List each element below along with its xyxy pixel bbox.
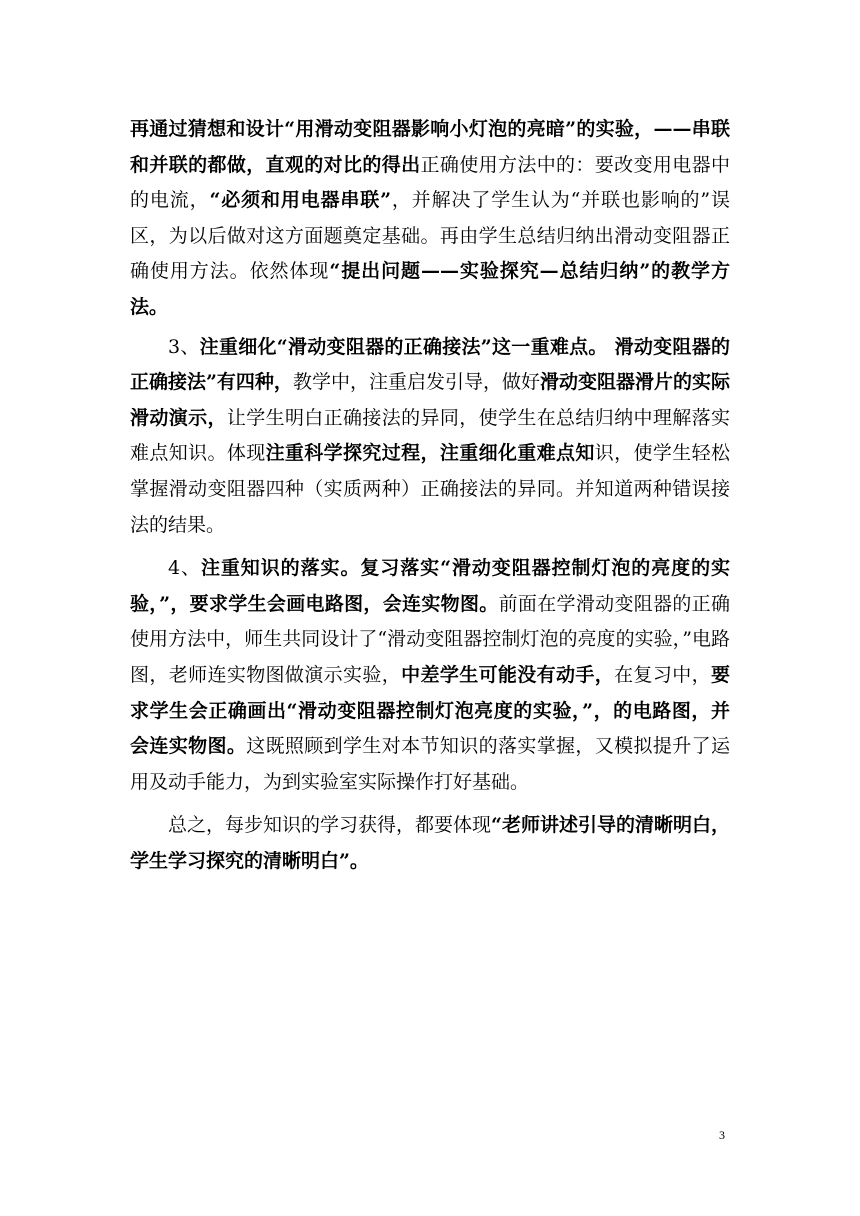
text-run: 这既照顾到学生对本节知识的落实掌握，又模拟提升了运用及动手能力，为到实验室实际操作打好基础。 [130, 735, 730, 793]
paragraph-2 [130, 330, 730, 544]
paragraph-4 [130, 808, 730, 879]
text-run: 注重知识的落实。复习落实“滑动变阻器控制灯泡的亮度的实验，”，要求学生会画电路图，会连实物图。 [130, 557, 730, 615]
text-run: “必须和用电器串联” [209, 189, 392, 212]
text-run: 前面在学滑动变阻器的正确使用方法中，师生共同设计了“滑动变阻器控制灯泡的亮度的实验，”电路图，老师连实物图做演示实验， [130, 592, 730, 686]
text-run: 要求学生会正确画出“滑动变阻器控制灯泡亮度的实验，”，的电路图，并会连实物图。 [130, 663, 730, 758]
text-run: 识，使学生轻松掌握滑动变阻器四种（实质两种）正确接法的异同。并知道两种错误接法的结果。 [130, 442, 730, 536]
text-run: “提出问题——实验探究—总结归纳”的教学方法。 [130, 260, 730, 318]
paragraph-3 [130, 551, 730, 800]
text-run: “老师讲述引导的清晰明白，学生学习探究的清晰明白”。 [130, 814, 730, 872]
text-run: 在复习中， [614, 663, 711, 686]
text-run: 注重科学探究过程，注重细化重难点知 [265, 442, 595, 465]
text-run: 总之，每步知识的学习获得，都要体现 [168, 814, 492, 837]
text-run: 注重细化“滑动变阻器的正确接法”这一重难点。 滑动变阻器的正确接法”有四种， [130, 335, 730, 394]
text-run: 4、 [168, 557, 201, 580]
text-run: 教学中，注重启发引导，做好 [292, 371, 540, 394]
text-run: 正确使用方法中的：要改变用电器中的电流， [130, 153, 730, 212]
paragraph-1 [130, 112, 730, 326]
text-run: ，并解决了学生认为“并联也影响的”误区，为以后做对这方面题奠定基础。再由学生总结归纳出滑动变阻器正确使用方法。依然体现 [130, 189, 730, 283]
text-run: 让学生明白正确接法的异同，使学生在总结归纳中理解落实难点知识。体现 [130, 406, 730, 465]
text-run: 滑动变阻器滑片的实际滑动演示， [130, 371, 730, 429]
page-number: 3 [719, 1128, 725, 1142]
text-run: 3、 [168, 335, 200, 358]
text-run: 中差学生可能没有动手， [401, 663, 615, 686]
text-run: 再通过猜想和设计“用滑动变阻器影响小灯泡的亮暗”的实验，——串联和并联的都做，直观的对比的得出 [130, 118, 730, 176]
document-page [130, 112, 730, 879]
